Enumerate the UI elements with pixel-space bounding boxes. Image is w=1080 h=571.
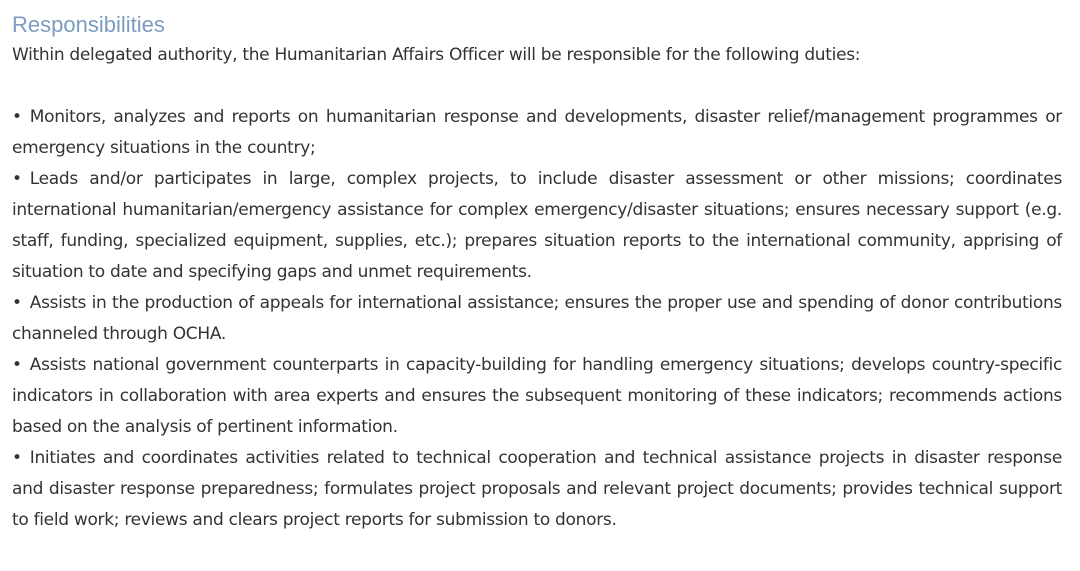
duty-item	[12, 443, 1062, 536]
duty-item	[12, 102, 1062, 164]
duty-text: Monitors, analyzes and reports on humanitarian response and developments, disaster relief/management programmes or emergency situations in the country;	[12, 107, 1062, 158]
bullet-glyph: •	[12, 169, 22, 189]
intro-text: Within delegated authority, the Humanitarian Affairs Officer will be responsible for the following duties:	[12, 45, 861, 65]
section-heading: Responsibilities	[12, 12, 165, 37]
duty-text: Leads and/or participates in large, complex projects, to include disaster assessment or other missions; coordinates international humanitarian/emergency assistance for complex emergency/disaster situations; ensures necessary support (e.g. staff, funding, specialized equipment, supplies, etc.); prepares situation reports to the international community, apprising of situation to date and specifying gaps and unmet requirements.	[12, 169, 1062, 282]
duty-item	[12, 288, 1062, 350]
duty-text: Initiates and coordinates activities related to technical cooperation and technical assistance projects in disaster response and disaster response preparedness; formulates project proposals and relevant project documents; provides technical support to field work; reviews and clears project reports for submission to donors.	[12, 448, 1062, 530]
duties-list	[12, 102, 1062, 536]
duty-item	[12, 164, 1062, 288]
bullet-glyph: •	[12, 293, 22, 313]
duty-text: Assists in the production of appeals for international assistance; ensures the proper use and spending of donor contributions channeled through OCHA.	[12, 293, 1062, 344]
duty-item	[12, 350, 1062, 443]
bullet-glyph: •	[12, 448, 22, 468]
spacer	[12, 71, 1062, 102]
duty-text: Assists national government counterparts in capacity-building for handling emergency situations; develops country-specific indicators in collaboration with area experts and ensures the subsequent monitoring of these indicators; recommends actions based on the analysis of pertinent information.	[12, 355, 1062, 437]
bullet-glyph: •	[12, 107, 22, 127]
bullet-glyph: •	[12, 355, 22, 375]
